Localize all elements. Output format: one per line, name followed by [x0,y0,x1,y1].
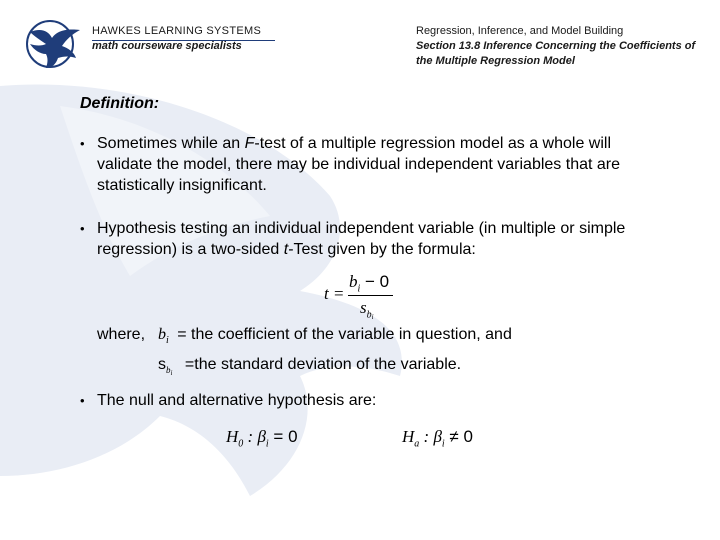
brand-name: HAWKES LEARNING SYSTEMS [92,25,262,37]
bullet-dot: • [80,393,85,408]
bullet-dot: • [80,136,85,151]
definition-sbi: $s_{bi} =the$ standard deviation of the variable. [158,356,462,377]
bullet-text: Sometimes while an F-test of a multiple regression model as a whole will validate the model, there may be individual independent variables that are statistically insignificant. [97,135,620,194]
where-label: where, [97,326,146,343]
eagle-logo-icon [26,18,82,70]
bullet-text: The null and alternative hypothesis are: [97,392,377,409]
definition-bi: $b_i$ = the coefficient of the variable in question, and [158,326,512,347]
section-title: Section 13.8 Inference Concerning the Coefficients of the Multiple Regression Model [416,40,696,67]
alternative-hypothesis: $H_a$ : $\beta_i \ne 0$ [402,427,473,450]
t-statistic-formula: t = $b_i - 0$ $s_{bi}$ [322,272,402,324]
null-hypothesis: $H_0$ : $\beta_i = 0$ [226,427,298,450]
bullet-dot: • [80,221,85,236]
course-title: Regression, Inference, and Model Building [416,25,624,37]
definition-title: Definition: [80,95,160,112]
bullet-text: Hypothesis testing an individual independent variable (in multiple or simple regression) is a two-sided t-Test given by the formula: [97,220,626,258]
brand-tagline: math courseware specialists [92,40,242,52]
fraction-bar [348,295,393,296]
